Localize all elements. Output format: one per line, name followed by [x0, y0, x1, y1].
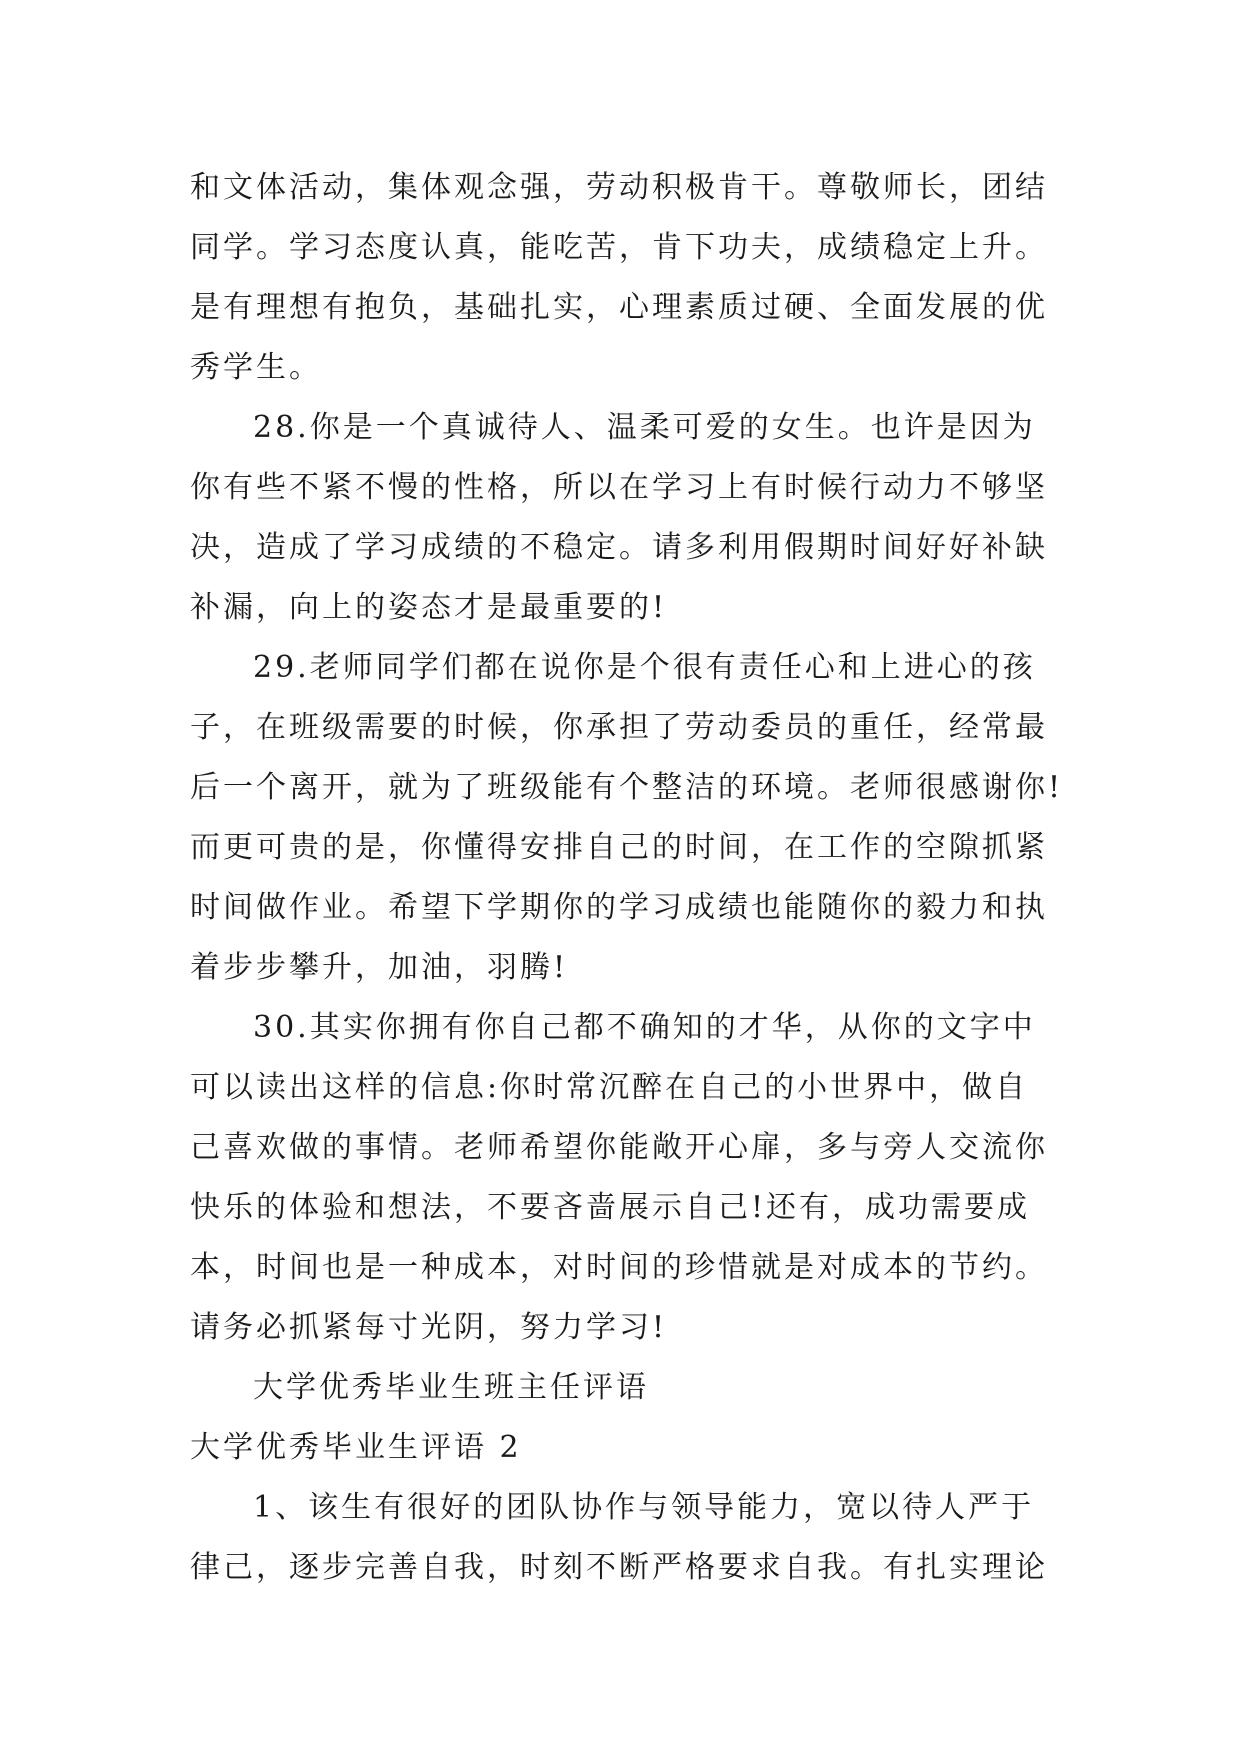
paragraph-line: 你有些不紧不慢的性格，所以在学习上有时候行动力不够坚	[190, 470, 1048, 505]
paragraph-line: 1、该生有很好的团队协作与领导能力，宽以待人严于	[253, 1490, 1035, 1525]
paragraph-line: 30.其实你拥有你自己都不确知的才华，从你的文字中	[253, 1010, 1036, 1045]
paragraph-line: 时间做作业。希望下学期你的学习成绩也能随你的毅力和执	[190, 890, 1048, 925]
paragraph-line: 子，在班级需要的时候，你承担了劳动委员的重任，经常最	[190, 710, 1048, 745]
paragraph-line: 是有理想有抱负，基础扎实，心理素质过硬、全面发展的优	[190, 290, 1048, 325]
paragraph-line: 本，时间也是一种成本，对时间的珍惜就是对成本的节约。	[190, 1250, 1048, 1285]
paragraph-line: 29.老师同学们都在说你是个很有责任心和上进心的孩	[253, 650, 1036, 685]
paragraph-line: 和文体活动，集体观念强，劳动积极肯干。尊敬师长，团结	[190, 170, 1048, 205]
paragraph-line: 28.你是一个真诚待人、温柔可爱的女生。也许是因为	[253, 410, 1036, 445]
document-body	[190, 158, 1064, 1598]
paragraph-line: 可以读出这样的信息:你时常沉醉在自己的小世界中，做自	[190, 1070, 1029, 1105]
paragraph-line: 决，造成了学习成绩的不稳定。请多利用假期时间好好补缺	[190, 530, 1048, 565]
paragraph-line: 后一个离开，就为了班级能有个整洁的环境。老师很感谢你!	[190, 770, 1064, 805]
paragraph-line: 秀学生。	[190, 350, 322, 385]
paragraph-line: 着步步攀升，加油，羽腾!	[190, 950, 569, 985]
paragraph-line: 请务必抓紧每寸光阴，努力学习!	[190, 1310, 668, 1345]
paragraph-line: 己喜欢做的事情。老师希望你能敞开心扉，多与旁人交流你	[190, 1130, 1048, 1165]
paragraph-line: 律己，逐步完善自我，时刻不断严格要求自我。有扎实理论	[190, 1550, 1048, 1585]
paragraph-line: 补漏，向上的姿态才是最重要的!	[190, 590, 668, 625]
section-heading: 大学优秀毕业生班主任评语	[253, 1370, 649, 1405]
paragraph-line: 同学。学习态度认真，能吃苦，肯下功夫，成绩稳定上升。	[190, 230, 1048, 265]
paragraph-line: 快乐的体验和想法，不要吝啬展示自己!还有，成功需要成	[190, 1190, 1031, 1225]
section-subheading: 大学优秀毕业生评语 2	[190, 1430, 522, 1465]
paragraph-line: 而更可贵的是，你懂得安排自己的时间，在工作的空隙抓紧	[190, 830, 1048, 865]
